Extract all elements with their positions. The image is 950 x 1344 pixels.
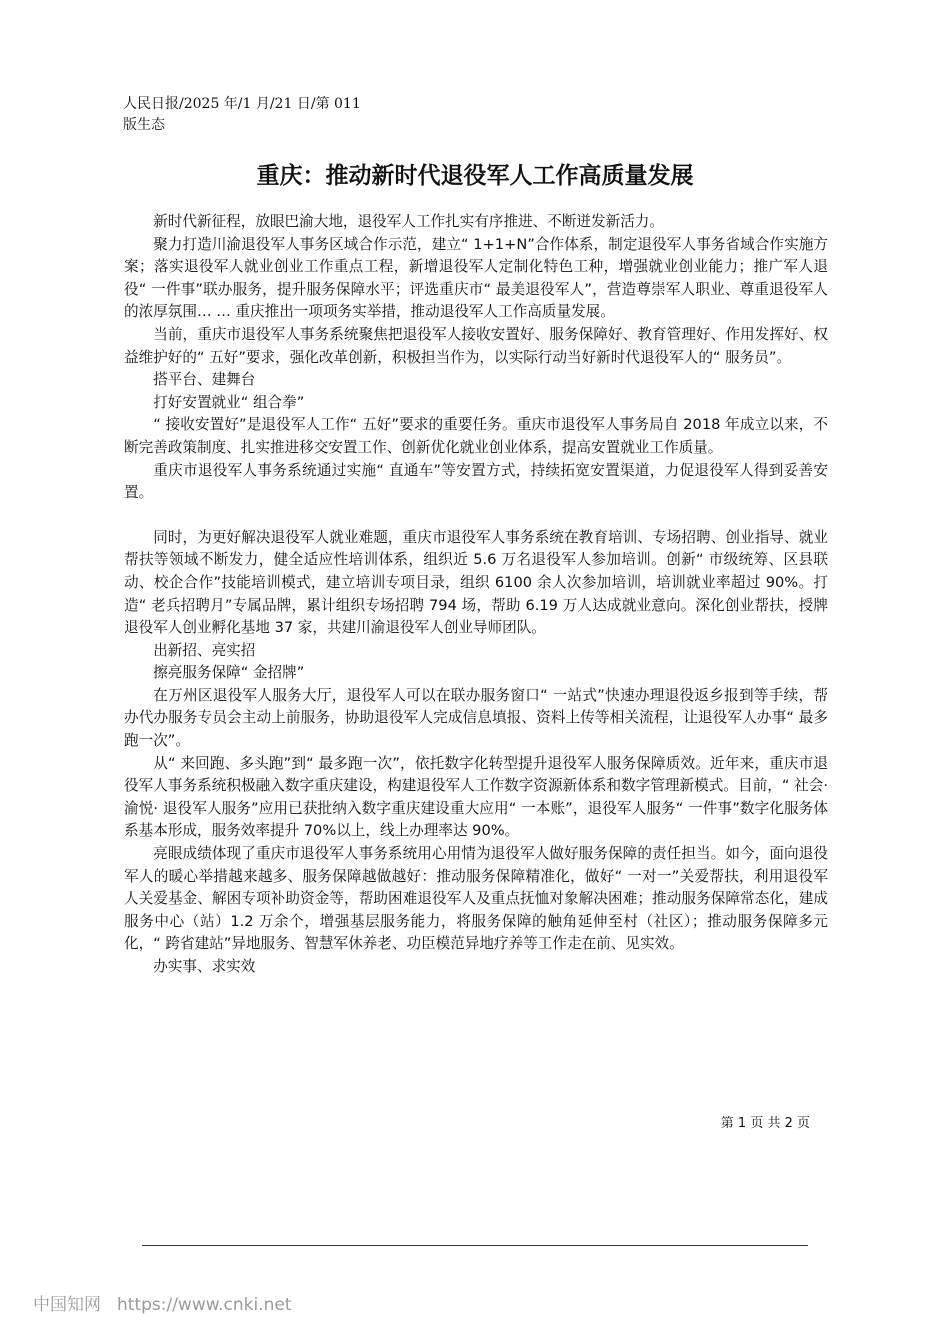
watermark-url: https://www.cnki.net — [117, 1295, 292, 1315]
section-subheading: 打好安置就业“ 组合拳” — [153, 393, 305, 411]
paragraph: 从“ 来回跑、多头跑”到“ 最多跑一次”，依托数字化转型提升退役军人服务保障质效。近年来，重庆市退役军人事务系统积极融入数字重庆建设，构建退役军人工作数字资源新体系和数字管理新模式。目前，“ 社会· 渝悦· 退役军人服务”应用已获批纳入数字重庆建设重大应用“ 一本账”，退役军人服务“ 一件事”数字化服务体系基本形成，服务效率提升 70%以上，线上办理率达 90%。 — [124, 754, 828, 840]
paragraph: “ 接收安置好”是退役军人工作“ 五好”要求的重要任务。重庆市退役军人事务局自 2018 年成立以来，不断完善政策制度、扎实推进移交安置工作、创新优化就业创业体系，提高安置就业工作质量。 — [124, 416, 828, 456]
source-line-2: 版生态 — [123, 117, 165, 133]
watermark-name: 中国知网 — [33, 1295, 101, 1315]
article-title: 重庆：推动新时代退役军人工作高质量发展 — [256, 163, 694, 189]
page-number: 第 1 页 共 2 页 — [720, 1116, 810, 1131]
publication-source — [123, 94, 393, 136]
paragraph: 当前，重庆市退役军人事务系统聚焦把退役军人接收安置好、服务保障好、教育管理好、作用发挥好、权益维护好的“ 五好”要求，强化改革创新，积极担当作为，以实际行动当好新时代退役军人的“ 服务员”。 — [124, 325, 828, 366]
paragraph: 新时代新征程，放眼巴渝大地，退役军人工作扎实有序推进、不断迸发新活力。 — [153, 213, 664, 230]
paragraph: 亮眼成绩体现了重庆市退役军人事务系统用心用情为退役军人做好服务保障的责任担当。如今，面向退役军人的暖心举措越来越多、服务保障越做越好：推动服务保障精准化，做好“ 一对一”关爱帮扶，利用退役军人关爱基金、解困专项补助资金等，帮助困难退役军人及重点抚恤对象解决困难；推动服务保障常态化，建成服务中心（站）1.2 万余个，增强基层服务能力，将服务保障的触角延伸至村（社区）；推动服务保障多元化，“ 跨省建站”异地服务、智慧军休养老、功臣模范异地疗养等工作走在前、见实效。 — [124, 845, 828, 953]
section-heading: 出新招、亮实招 — [153, 641, 256, 659]
section-subheading: 擦亮服务保障“ 金招牌” — [153, 664, 305, 682]
footer-divider — [142, 1245, 808, 1246]
section-heading: 办实事、求实效 — [153, 958, 256, 975]
section-heading: 搭平台、建舞台 — [153, 371, 256, 389]
cnki-watermark — [33, 1293, 291, 1317]
paragraph: 在万州区退役军人服务大厅，退役军人可以在联办服务窗口“ 一站式”快速办理退役返乡报到等手续，帮办代办服务专员会主动上前服务，协助退役军人完成信息填报、资料上传等相关流程，让退役军人办事“ 最多跑一次”。 — [124, 686, 828, 750]
article-body — [124, 211, 828, 979]
paragraph: 重庆市退役军人事务系统通过实施“ 直通车”等安置方式，持续拓宽安置渠道，力促退役军人得到妥善安置。 — [124, 461, 828, 502]
paragraph-gap — [124, 505, 828, 527]
paragraph: 同时，为更好解决退役军人就业难题，重庆市退役军人事务系统在教育培训、专场招聘、创业指导、就业帮扶等领域不断发力，健全适应性培训体系，组织近 5.6 万名退役军人参加培训。创新“ 市级统筹、区县联动、校企合作”技能培训模式，建立培训专项目录，组织 6100 余人次参加培训，培训就业率超过 90%。打造“ 老兵招聘月”专属品牌，累计组织专场招聘 794 场，帮助 6.19 万人达成就业意向。深化创业帮扶，授牌退役军人创业孵化基地 37 家，共建川渝退役军人创业导师团队。 — [124, 528, 828, 637]
source-line-1: 人民日报/2025 年/1 月/21 日/第 011 — [123, 96, 361, 112]
paragraph: 聚力打造川渝退役军人事务区域合作示范，建立“ 1+1+N”合作体系，制定退役军人事务省域合作实施方案；落实退役军人就业创业工作重点工程，新增退役军人定制化特色工种，增强就业创业能力；推广军人退役“ 一件事”联办服务，提升服务保障水平；评选重庆市“ 最美退役军人”，营造尊崇军人职业、尊重退役军人的浓厚氛围… … 重庆推出一项项务实举措，推动退役军人工作高质量发展。 — [124, 235, 828, 321]
